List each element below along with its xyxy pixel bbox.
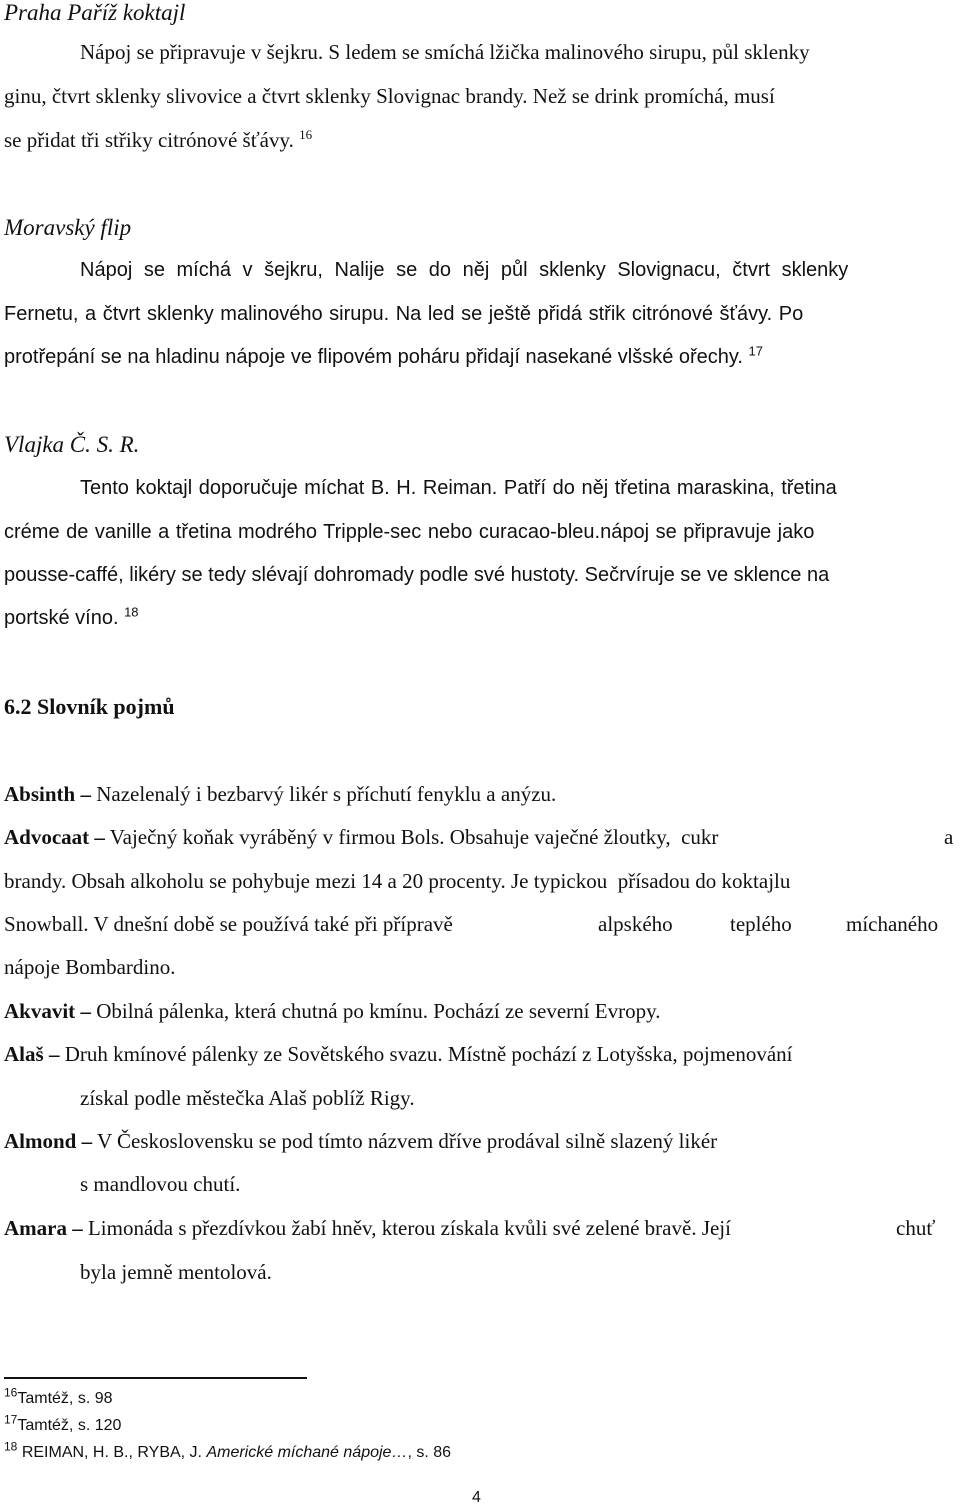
glossary-term: Alaš <box>4 1042 44 1066</box>
glossary-entry-akvavit: Akvavit – Obilná pálenka, která chutná po kmínu. Pochází ze severní Evropy. <box>4 999 661 1023</box>
footnote-ref: 16 <box>299 127 313 142</box>
footnote-ref: 17 <box>748 343 764 359</box>
recipe-text-line: ginu, čtvrt sklenky slivovice a čtvrt sklenky Slovignac brandy. Než se drink promíchá, musí <box>4 84 775 108</box>
footnote: $^{18}$ REIMAN, H. B., RYBA, J. Americké míchané nápoje…, s. 86 <box>4 1439 452 1461</box>
recipe-text-line: créme de vanille a třetina modrého Tripple-sec nebo curacao-bleu.nápoj se připravuje jako <box>4 521 815 543</box>
recipe-title: Praha Paříž koktajl <box>4 0 186 25</box>
glossary-term: Akvavit <box>4 999 76 1023</box>
glossary-entry-almond: Almond – V Československu se pod tímto názvem dříve prodával silně slazený likér <box>4 1129 718 1153</box>
glossary-term: Amara <box>4 1216 67 1240</box>
glossary-text-line: Snowball. V dnešní době se používá také při přípravě <box>4 912 453 936</box>
glossary-text-fragment: alpského <box>598 912 673 936</box>
glossary-entry-advocaat: Advocaat – Vaječný koňak vyráběný v firmou Bols. Obsahuje vaječné žloutky, cukr <box>4 825 719 849</box>
glossary-entry-absinth: Absinth – Nazelenalý i bezbarvý likér s příchutí fenyklu a anýzu. <box>4 782 557 806</box>
footnote: $^{17}$Tamtéž, s. 120 <box>4 1412 122 1434</box>
recipe-text-line: Nápoj se míchá v šejkru, Nalije se do něj půl sklenky Slovignacu, čtvrt sklenky <box>80 259 849 281</box>
glossary-text-line: s mandlovou chutí. <box>80 1172 241 1196</box>
glossary-term: Absinth <box>4 782 76 806</box>
glossary-term: Almond <box>4 1129 77 1153</box>
glossary-term: Advocaat <box>4 825 90 849</box>
glossary-text-line: brandy. Obsah alkoholu se pohybuje mezi 14 a 20 procenty. Je typickou přísadou do koktajlu <box>4 869 791 893</box>
glossary-text-fragment: míchaného <box>846 912 939 936</box>
glossary-text-fragment: a <box>944 825 954 849</box>
footnote-number: 16 <box>4 1385 18 1400</box>
recipe-text-line: pousse-caffé, likéry se tedy slévají dohromady podle své hustoty. Sečrvíruje se ve sklence na <box>4 564 830 586</box>
page-number: 4 <box>472 1489 481 1506</box>
glossary-text-fragment: chuť <box>896 1216 936 1240</box>
recipe-title: Vlajka Č. S. R. <box>4 432 140 457</box>
glossary-text-line: nápoje Bombardino. <box>4 955 176 979</box>
glossary-entry-alas: Alaš – Druh kmínové pálenky ze Sovětského svazu. Místně pochází z Lotyšska, pojmenování <box>4 1042 793 1066</box>
recipe-text-line: Tento koktajl doporučuje míchat B. H. Reiman. Patří do něj třetina maraskina, třetina <box>80 477 837 499</box>
recipe-title: Moravský flip <box>4 215 132 240</box>
footnote: $^{16}$Tamtéž, s. 98 <box>4 1385 113 1407</box>
footnote-separator <box>4 1377 307 1379</box>
footnote-ref: 18 <box>124 604 139 620</box>
recipe-text-line: Fernetu, a čtvrt sklenky malinového sirupu. Na led se ještě přidá střik citrónové šťávy. Po <box>4 303 804 325</box>
glossary-text-fragment: teplého <box>730 912 792 936</box>
recipe-text-line: Nápoj se připravuje v šejkru. S ledem se smíchá lžička malinového sirupu, půl sklenky <box>80 40 810 64</box>
footnote-number: 18 <box>4 1439 18 1454</box>
section-heading: 6.2 Slovník pojmů <box>4 694 175 719</box>
recipe-text-line: portské víno. $^{18}$ <box>4 604 139 629</box>
glossary-entry-amara: Amara – Limonáda s přezdívkou žabí hněv, kterou získala kvůli své zelené bravě. Její <box>4 1216 731 1240</box>
recipe-text-line: se přidat tři střiky citrónové šťávy. $^{16}$ <box>4 127 313 152</box>
recipe-text-line: protřepání se na hladinu nápoje ve flipovém poháru přidají nasekané vlšské ořechy. $^{17}$ <box>4 343 764 368</box>
glossary-text-line: byla jemně mentolová. <box>80 1260 272 1284</box>
footnote-number: 17 <box>4 1412 18 1427</box>
glossary-text-line: získal podle městečka Alaš poblíž Rigy. <box>80 1086 415 1110</box>
